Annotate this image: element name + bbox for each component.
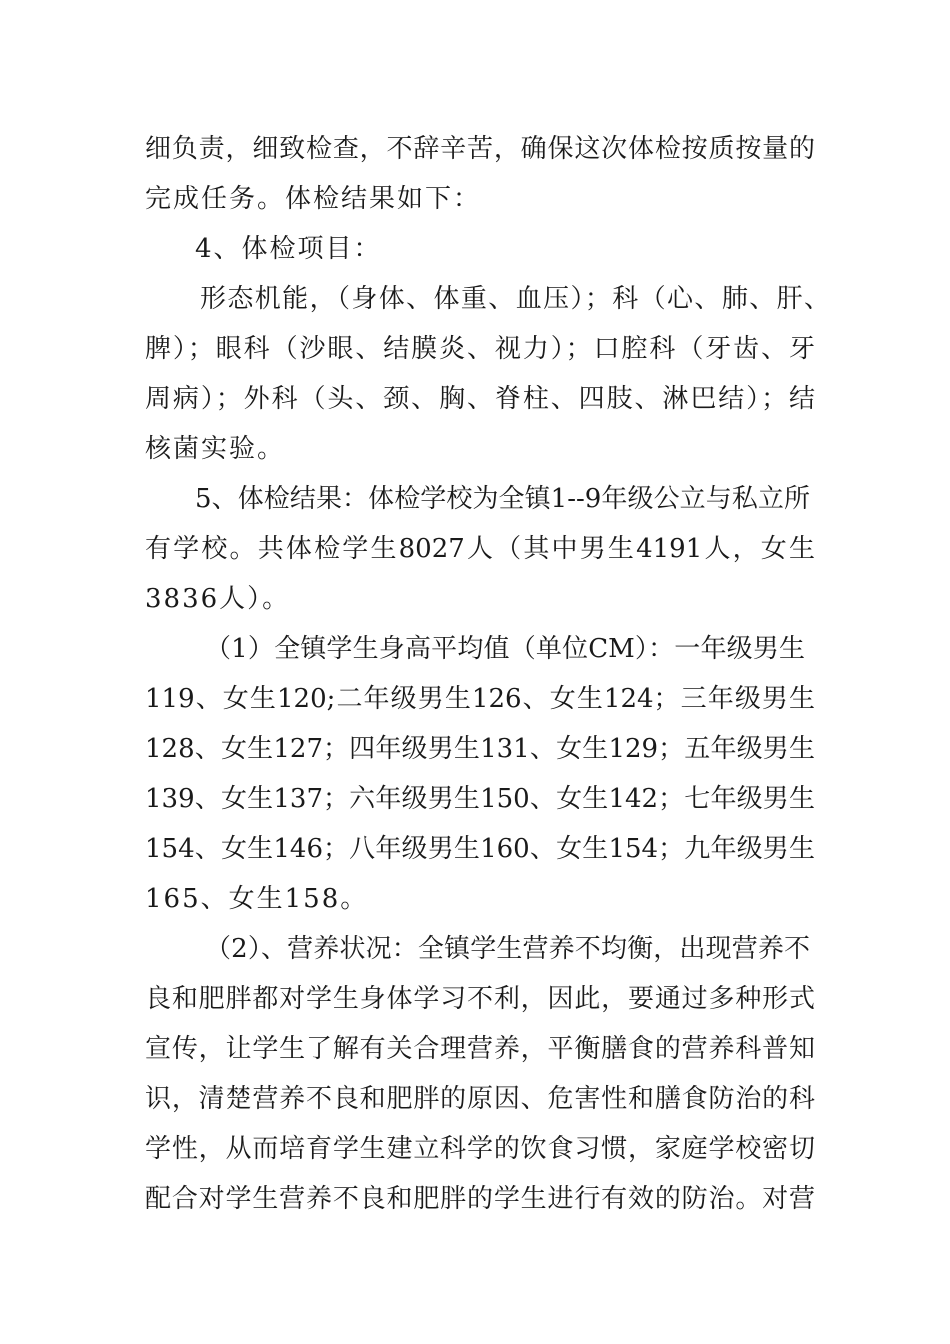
- paragraph-line: 形态机能，（身体、体重、血压）；科（心、肺、肝、: [200, 284, 830, 314]
- paragraph-line: 128、女生127；四年级男生131、女生129；五年级男生: [145, 734, 815, 764]
- paragraph-line: 宣传，让学生了解有关合理营养，平衡膳食的营养科普知: [145, 1034, 815, 1064]
- paragraph-line: 139、女生137；六年级男生150、女生142；七年级男生: [145, 784, 815, 814]
- subsection-line: （2）、营养状况：全镇学生营养不均衡，出现营养不: [205, 934, 810, 964]
- paragraph-line: 识，清楚营养不良和肥胖的原因、危害性和膳食防治的科: [145, 1084, 815, 1114]
- paragraph-line: 有学校。共体检学生8027人（其中男生4191人，女生: [145, 534, 815, 564]
- paragraph-line: 脾）；眼科（沙眼、结膜炎、视力）；口腔科（牙齿、牙: [145, 334, 815, 364]
- paragraph-line: 165、女生158。: [145, 884, 369, 914]
- paragraph-line: 核菌实验。: [145, 434, 286, 464]
- paragraph-line: 配合对学生营养不良和肥胖的学生进行有效的防治。对营: [145, 1184, 815, 1214]
- paragraph-line: 119、女生120;二年级男生126、女生124；三年级男生: [145, 684, 815, 714]
- paragraph-line: 良和肥胖都对学生身体学习不利，因此，要通过多种形式: [145, 984, 815, 1014]
- subsection-line: （1）全镇学生身高平均值（单位CM）：一年级男生: [205, 634, 805, 664]
- paragraph-line: 细负责，细致检查，不辞辛苦，确保这次体检按质按量的: [145, 134, 815, 164]
- paragraph-line: 周病）；外科（头、颈、胸、脊柱、四肢、淋巴结）；结: [145, 384, 815, 414]
- paragraph-line: 154、女生146；八年级男生160、女生154；九年级男生: [145, 834, 815, 864]
- section-heading: 4、体检项目：: [195, 234, 382, 264]
- section-heading: 5、体检结果：体检学校为全镇1--9年级公立与私立所: [195, 484, 810, 514]
- paragraph-line: 3836人）。: [145, 584, 291, 614]
- paragraph-line: 学性，从而培育学生建立科学的饮食习惯，家庭学校密切: [145, 1134, 815, 1164]
- paragraph-line: 完成任务。体检结果如下：: [145, 184, 482, 214]
